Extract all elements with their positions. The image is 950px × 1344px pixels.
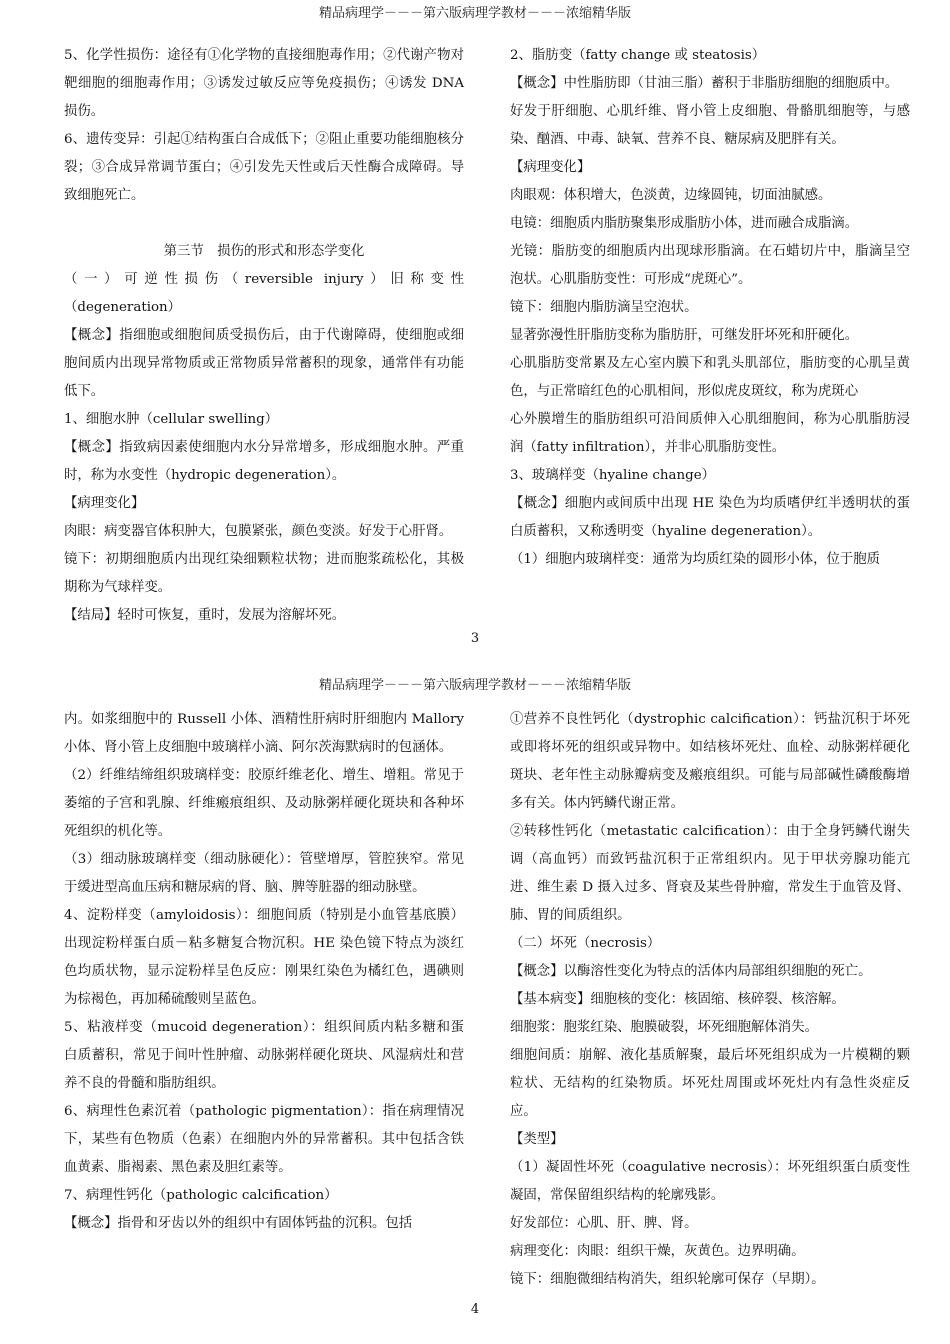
paragraph: 5、化学性损伤：途径有①化学物的直接细胞毒作用；②代谢产物对靶细胞的细胞毒作用；③诱发过敏反应等免疫损伤；④诱发 DNA 损伤。 <box>64 48 464 119</box>
right-column <box>510 42 910 574</box>
label-line: 【病理变化】 <box>64 496 145 511</box>
paragraph: 心肌脂肪变常累及左心室内膜下和乳头肌部位，脂肪变的心肌呈黄色，与正常暗红色的心肌相间，形似虎皮斑纹，称为虎斑心 <box>510 356 910 399</box>
paragraph: 4、淀粉样变（amyloidosis）：细胞间质（特别是小血管基底膜）出现淀粉样蛋白质－粘多糖复合物沉积。HE 染色镜下特点为淡红色均质状物，显示淀粉样呈色反应：刚果红染色为橘红色，遇碘则为棕褐色，再加稀硫酸则呈蓝色。 <box>64 908 464 1007</box>
paragraph: 【概念】以酶溶性变化为特点的活体内局部组织细胞的死亡。 <box>510 964 872 979</box>
label-line: 【病理变化】 <box>510 160 591 175</box>
paragraph: 6、遗传变异：引起①结构蛋白合成低下；②阻止重要功能细胞核分裂；③合成异常调节蛋白；④引发先天性或后天性酶合成障碍。导致细胞死亡。 <box>64 132 464 203</box>
paragraph: 肉眼观：体积增大，色淡黄，边缘圆钝，切面油腻感。 <box>510 188 832 203</box>
paragraph: 6、病理性色素沉着（pathologic pigmentation）：指在病理情况下，某些有色物质（色素）在细胞内外的异常蓄积。其中包括含铁血黄素、脂褐素、黑色素及胆红素等。 <box>64 1104 464 1175</box>
subsection-heading: （一）可逆性损伤（reversible injury）旧称变性（degeneration） <box>64 272 464 315</box>
paragraph: 内。如浆细胞中的 Russell 小体、酒精性肝病时肝细胞内 Mallory 小体、肾小管上皮细胞中玻璃样小滴、阿尔茨海默病时的包涵体。 <box>64 712 464 755</box>
page-number: 4 <box>470 1302 480 1317</box>
paragraph: 好发部位：心肌、肝、脾、肾。 <box>510 1216 698 1231</box>
label-line: 【类型】 <box>510 1132 564 1147</box>
paragraph: 【概念】指骨和牙齿以外的组织中有固体钙盐的沉积。包括 <box>64 1216 413 1231</box>
item-heading: 3、玻璃样变（hyaline change） <box>510 468 716 483</box>
paragraph: 【概念】指致病因素使细胞内水分异常增多，形成细胞水肿。严重时，称为水变性（hydropic degeneration）。 <box>64 440 464 483</box>
page-number: 3 <box>470 631 480 646</box>
paragraph: （1）细胞内玻璃样变：通常为均质红染的圆形小体，位于胞质 <box>510 552 881 567</box>
right-column <box>510 706 910 1294</box>
paragraph: （3）细动脉玻璃样变（细动脉硬化）：管壁增厚，管腔狭窄。常见于缓进型高血压病和糖尿病的肾、脑、脾等脏器的细动脉壁。 <box>64 852 464 895</box>
paragraph: （1）凝固性坏死（coagulative necrosis）：坏死组织蛋白质变性凝固，常保留组织结构的轮廓残影。 <box>510 1160 910 1203</box>
left-column <box>64 42 464 630</box>
paragraph: 细胞间质：崩解、液化基质解聚，最后坏死组织成为一片模糊的颗粒状、无结构的红染物质。坏死灶周围或坏死灶内有急性炎症反应。 <box>510 1048 910 1119</box>
paragraph: 电镜：细胞质内脂肪聚集形成脂肪小体，进而融合成脂滴。 <box>510 216 859 231</box>
paragraph: 心外膜增生的脂肪组织可沿间质伸入心肌细胞间，称为心肌脂肪浸润（fatty infiltration），并非心肌脂肪变性。 <box>510 412 910 455</box>
paragraph: ②转移性钙化（metastatic calcification）：由于全身钙鳞代谢失调（高血钙）而致钙盐沉积于正常组织内。见于甲状旁腺功能亢进、维生素 D 摄入过多、肾衰及某些骨肿瘤，常发生于血管及肾、肺、胃的间质组织。 <box>510 824 910 923</box>
paragraph: 【结局】轻时可恢复，重时，发展为溶解坏死。 <box>64 608 346 623</box>
paragraph: 肉眼：病变器官体积肿大，包膜紧张，颜色变淡。好发于心肝肾。 <box>64 524 453 539</box>
paragraph: 病理变化：肉眼：组织干燥，灰黄色。边界明确。 <box>510 1244 805 1259</box>
paragraph: 【概念】中性脂肪即（甘油三脂）蓄积于非脂肪细胞的细胞质中。 <box>510 76 899 91</box>
paragraph: 好发于肝细胞、心肌纤维、肾小管上皮细胞、骨骼肌细胞等，与感染、酗酒、中毒、缺氧、营养不良、糖尿病及肥胖有关。 <box>510 104 910 147</box>
page-header: 精品病理学－－－第六版病理学教材－－－浓缩精华版 <box>318 678 631 693</box>
left-column <box>64 706 464 1238</box>
paragraph: 5、粘液样变（mucoid degeneration）：组织间质内粘多糖和蛋白质蓄积，常见于间叶性肿瘤、动脉粥样硬化斑块、风湿病灶和营养不良的骨髓和脂肪组织。 <box>64 1020 464 1091</box>
paragraph: 【概念】细胞内或间质中出现 HE 染色为均质嗜伊红半透明状的蛋白质蓄积，又称透明变（hyaline degeneration）。 <box>510 496 910 539</box>
paragraph: 细胞浆：胞浆红染、胞膜破裂，坏死细胞解体消失。 <box>510 1020 818 1035</box>
page-header: 精品病理学－－－第六版病理学教材－－－浓缩精华版 <box>318 6 631 21</box>
paragraph: 【概念】指细胞或细胞间质受损伤后，由于代谢障碍，使细胞或细胞间质内出现异常物质或正常物质异常蓄积的现象，通常伴有功能低下。 <box>64 328 464 399</box>
paragraph: ①营养不良性钙化（dystrophic calcification）：钙盐沉积于坏死或即将坏死的组织或异物中。如结核坏死灶、血栓、动脉粥样硬化斑块、老年性主动脉瓣病变及瘢痕组织。可能与局部碱性磷酸酶增多有关。体内钙鳞代谢正常。 <box>510 712 910 811</box>
paragraph: 【基本病变】细胞核的变化：核固缩、核碎裂、核溶解。 <box>510 992 845 1007</box>
paragraph: 显著弥漫性肝脂肪变称为脂肪肝，可继发肝坏死和肝硬化。 <box>510 328 859 343</box>
paragraph: 光镜：脂肪变的细胞质内出现球形脂滴。在石蜡切片中，脂滴呈空泡状。心肌脂肪变性：可形成“虎斑心”。 <box>510 244 910 287</box>
item-heading: 7、病理性钙化（pathologic calcification） <box>64 1188 338 1203</box>
item-heading: 2、脂肪变（fatty change 或 steatosis） <box>510 48 766 63</box>
paragraph: （2）纤维结缔组织玻璃样变：胶原纤维老化、增生、增粗。常见于萎缩的子宫和乳腺、纤维瘢痕组织、及动脉粥样硬化斑块和各种坏死组织的机化等。 <box>64 768 464 839</box>
subsection-heading: （二）坏死（necrosis） <box>510 936 661 951</box>
section-heading: 第三节 损伤的形式和形态学变化 <box>163 244 365 259</box>
page-4 <box>0 672 950 1344</box>
item-heading: 1、细胞水肿（cellular swelling） <box>64 412 279 427</box>
paragraph: 镜下：细胞内脂肪滴呈空泡状。 <box>510 300 698 315</box>
paragraph: 镜下：细胞微细结构消失，组织轮廓可保存（早期）。 <box>510 1272 825 1287</box>
paragraph: 镜下：初期细胞质内出现红染细颗粒状物；进而胞浆疏松化，其极期称为气球样变。 <box>64 552 464 595</box>
